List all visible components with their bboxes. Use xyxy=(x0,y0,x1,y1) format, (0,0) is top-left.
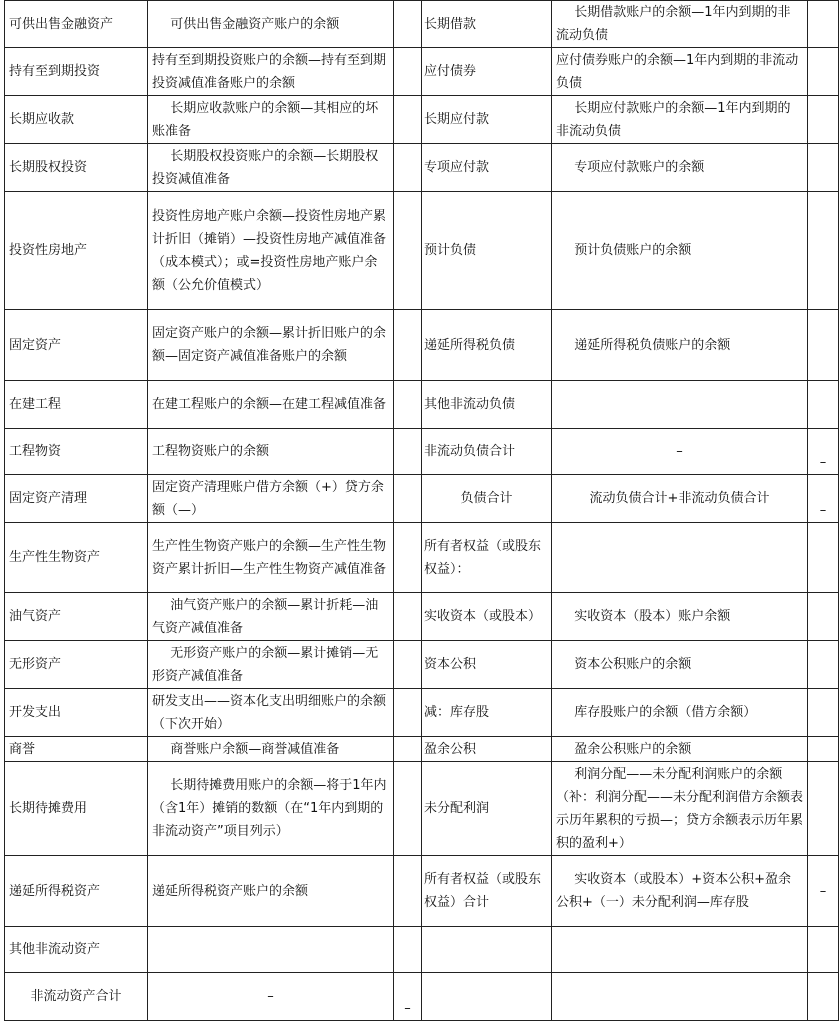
asset-formula-cell: 无形资产账户的余额—累计摊销—无形资产减值准备 xyxy=(148,641,394,689)
liability-formula-cell: 利润分配——未分配利润账户的余额（补：利润分配——未分配利润借方余额表示历年累积的亏损—；贷方余额表示历年累积的盈利+） xyxy=(552,762,808,856)
liability-item-cell: 长期应付款 xyxy=(422,96,552,144)
liability-item-cell xyxy=(422,927,552,973)
liability-item-cell: 负债合计 xyxy=(422,475,552,523)
asset-item-cell: 投资性房地产 xyxy=(5,192,148,310)
asset-formula-cell: 长期股权投资账户的余额—长期股权投资减值准备 xyxy=(148,144,394,192)
table-row xyxy=(5,144,839,192)
liability-extra-cell xyxy=(808,927,839,973)
liability-extra-cell xyxy=(808,48,839,96)
asset-extra-cell xyxy=(394,927,422,973)
table-row xyxy=(5,641,839,689)
liability-item-cell: 资本公积 xyxy=(422,641,552,689)
asset-extra-cell xyxy=(394,856,422,927)
asset-extra-cell xyxy=(394,192,422,310)
asset-item-cell: 开发支出 xyxy=(5,689,148,737)
table-row xyxy=(5,973,839,1021)
liability-formula-cell: 实收资本（股本）账户余额 xyxy=(552,593,808,641)
table-row xyxy=(5,192,839,310)
liability-extra-cell: – xyxy=(808,475,839,523)
asset-item-cell: 工程物资 xyxy=(5,429,148,475)
liability-item-cell: 非流动负债合计 xyxy=(422,429,552,475)
table-row xyxy=(5,737,839,762)
asset-item-cell: 生产性生物资产 xyxy=(5,523,148,593)
liability-extra-cell xyxy=(808,96,839,144)
liability-extra-cell xyxy=(808,192,839,310)
table-row xyxy=(5,310,839,381)
asset-formula-cell: 递延所得税资产账户的余额 xyxy=(148,856,394,927)
table-row xyxy=(5,429,839,475)
asset-item-cell: 在建工程 xyxy=(5,381,148,429)
asset-extra-cell xyxy=(394,475,422,523)
asset-formula-cell: 持有至到期投资账户的余额—持有至到期投资减值准备账户的余额 xyxy=(148,48,394,96)
asset-extra-cell xyxy=(394,1,422,48)
liability-formula-cell: 递延所得税负债账户的余额 xyxy=(552,310,808,381)
table-row xyxy=(5,762,839,856)
liability-item-cell: 未分配利润 xyxy=(422,762,552,856)
asset-formula-cell: 生产性生物资产账户的余额—生产性生物资产累计折旧—生产性生物资产减值准备 xyxy=(148,523,394,593)
liability-formula-cell: – xyxy=(552,429,808,475)
asset-formula-cell: 商誉账户余额—商誉减值准备 xyxy=(148,737,394,762)
asset-formula-cell: 可供出售金融资产账户的余额 xyxy=(148,1,394,48)
liability-formula-cell: 预计负债账户的余额 xyxy=(552,192,808,310)
liability-item-cell: 盈余公积 xyxy=(422,737,552,762)
liability-formula-cell: 长期借款账户的余额—1年内到期的非流动负债 xyxy=(552,1,808,48)
liability-extra-cell xyxy=(808,641,839,689)
table-row xyxy=(5,689,839,737)
liability-item-cell: 应付债券 xyxy=(422,48,552,96)
asset-item-cell: 其他非流动资产 xyxy=(5,927,148,973)
liability-item-cell: 长期借款 xyxy=(422,1,552,48)
liability-item-cell: 递延所得税负债 xyxy=(422,310,552,381)
asset-formula-cell xyxy=(148,927,394,973)
liability-item-cell: 所有者权益（或股东权益）： xyxy=(422,523,552,593)
liability-item-cell: 减：库存股 xyxy=(422,689,552,737)
liability-extra-cell xyxy=(808,689,839,737)
asset-formula-cell: 油气资产账户的余额—累计折耗—油气资产减值准备 xyxy=(148,593,394,641)
asset-extra-cell xyxy=(394,689,422,737)
asset-extra-cell: – xyxy=(394,973,422,1021)
balance-sheet-formula-table xyxy=(4,0,839,1021)
liability-item-cell xyxy=(422,973,552,1021)
table-row xyxy=(5,927,839,973)
liability-formula-cell: 库存股账户的余额（借方余额） xyxy=(552,689,808,737)
asset-item-cell: 非流动资产合计 xyxy=(5,973,148,1021)
liability-formula-cell: 资本公积账户的余额 xyxy=(552,641,808,689)
liability-item-cell: 其他非流动负债 xyxy=(422,381,552,429)
liability-formula-cell xyxy=(552,973,808,1021)
asset-item-cell: 可供出售金融资产 xyxy=(5,1,148,48)
asset-extra-cell xyxy=(394,96,422,144)
asset-extra-cell xyxy=(394,429,422,475)
liability-extra-cell xyxy=(808,310,839,381)
table-row xyxy=(5,48,839,96)
liability-formula-cell xyxy=(552,927,808,973)
table-row xyxy=(5,96,839,144)
table-row xyxy=(5,523,839,593)
asset-formula-cell: 工程物资账户的余额 xyxy=(148,429,394,475)
asset-item-cell: 固定资产 xyxy=(5,310,148,381)
liability-formula-cell: 实收资本（或股本）+资本公积+盈余公积+（一）未分配利润—库存股 xyxy=(552,856,808,927)
asset-extra-cell xyxy=(394,593,422,641)
liability-formula-cell: 盈余公积账户的余额 xyxy=(552,737,808,762)
asset-item-cell: 长期股权投资 xyxy=(5,144,148,192)
asset-extra-cell xyxy=(394,641,422,689)
asset-item-cell: 商誉 xyxy=(5,737,148,762)
liability-extra-cell xyxy=(808,381,839,429)
asset-formula-cell: 固定资产账户的余额—累计折旧账户的余额—固定资产减值准备账户的余额 xyxy=(148,310,394,381)
liability-extra-cell xyxy=(808,973,839,1021)
liability-extra-cell: – xyxy=(808,429,839,475)
liability-formula-cell: 流动负债合计+非流动负债合计 xyxy=(552,475,808,523)
asset-formula-cell: 投资性房地产账户余额—投资性房地产累计折旧（摊销）—投资性房地产减值准备（成本模式）；或=投资性房地产账户余额（公允价值模式） xyxy=(148,192,394,310)
asset-extra-cell xyxy=(394,48,422,96)
asset-extra-cell xyxy=(394,144,422,192)
asset-item-cell: 油气资产 xyxy=(5,593,148,641)
liability-formula-cell xyxy=(552,523,808,593)
liability-extra-cell xyxy=(808,1,839,48)
asset-formula-cell: 在建工程账户的余额—在建工程减值准备 xyxy=(148,381,394,429)
liability-item-cell: 专项应付款 xyxy=(422,144,552,192)
table-row xyxy=(5,593,839,641)
liability-extra-cell xyxy=(808,144,839,192)
asset-formula-cell: 长期待摊费用账户的余额—将于1年内（含1年）摊销的数额（在“1年内到期的非流动资产”项目列示） xyxy=(148,762,394,856)
table-row xyxy=(5,475,839,523)
asset-item-cell: 无形资产 xyxy=(5,641,148,689)
liability-formula-cell xyxy=(552,381,808,429)
liability-item-cell: 所有者权益（或股东权益）合计 xyxy=(422,856,552,927)
liability-extra-cell xyxy=(808,737,839,762)
asset-formula-cell: 长期应收款账户的余额—其相应的坏账准备 xyxy=(148,96,394,144)
asset-formula-cell: 研发支出——资本化支出明细账户的余额（下次开始） xyxy=(148,689,394,737)
liability-formula-cell: 专项应付款账户的余额 xyxy=(552,144,808,192)
liability-item-cell: 实收资本（或股本） xyxy=(422,593,552,641)
liability-formula-cell: 应付债券账户的余额—1年内到期的非流动负债 xyxy=(552,48,808,96)
liability-extra-cell xyxy=(808,523,839,593)
asset-extra-cell xyxy=(394,310,422,381)
liability-extra-cell xyxy=(808,762,839,856)
asset-formula-cell: 固定资产清理账户借方余额（+）贷方余额（—） xyxy=(148,475,394,523)
table-row xyxy=(5,856,839,927)
liability-item-cell: 预计负债 xyxy=(422,192,552,310)
asset-extra-cell xyxy=(394,381,422,429)
asset-item-cell: 长期待摊费用 xyxy=(5,762,148,856)
asset-item-cell: 长期应收款 xyxy=(5,96,148,144)
asset-extra-cell xyxy=(394,737,422,762)
asset-item-cell: 递延所得税资产 xyxy=(5,856,148,927)
asset-extra-cell xyxy=(394,762,422,856)
liability-formula-cell: 长期应付款账户的余额—1年内到期的非流动负债 xyxy=(552,96,808,144)
asset-item-cell: 持有至到期投资 xyxy=(5,48,148,96)
asset-item-cell: 固定资产清理 xyxy=(5,475,148,523)
table-row xyxy=(5,1,839,48)
asset-extra-cell xyxy=(394,523,422,593)
asset-formula-cell: – xyxy=(148,973,394,1021)
liability-extra-cell xyxy=(808,593,839,641)
table-row xyxy=(5,381,839,429)
liability-extra-cell: – xyxy=(808,856,839,927)
